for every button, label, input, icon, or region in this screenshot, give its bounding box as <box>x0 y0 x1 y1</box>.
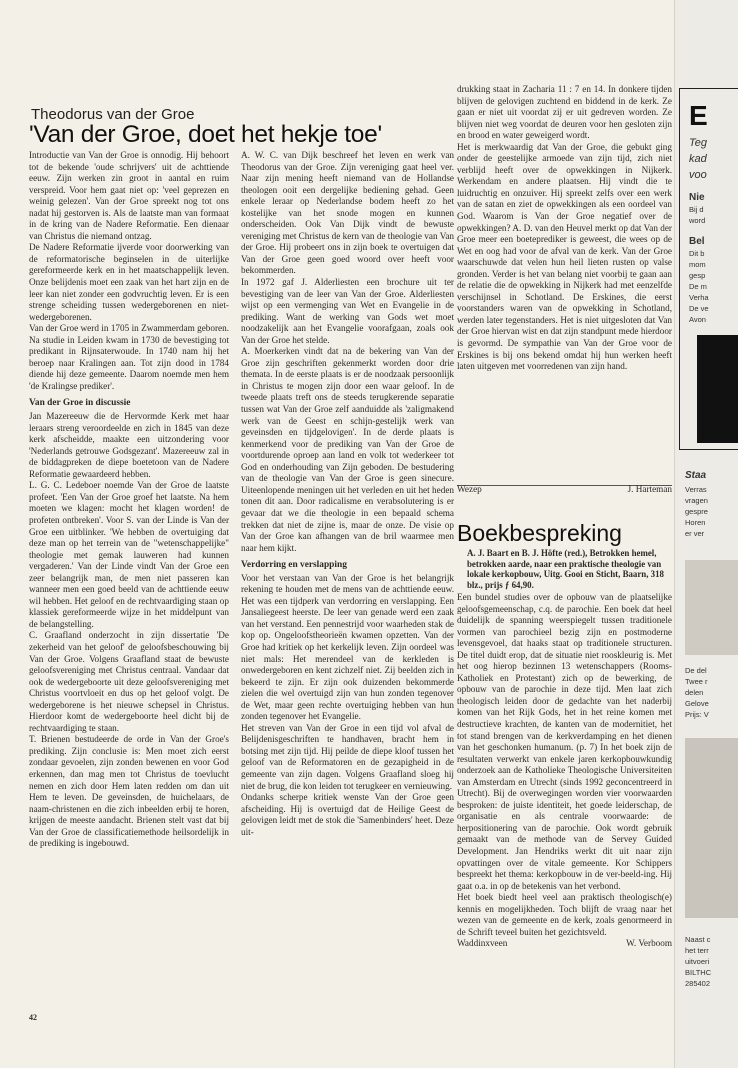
adjacent-lines: Naast c het terr uitvoeri BILTHC 285402 <box>685 935 712 988</box>
paragraph: C. Graafland onderzocht in zijn dissertatie 'De zekerheid van het geloof' de geloofsbeschouwing bij Van der Groe. Volgens Graafland staat de bewuste geloofsvereniging met Christus centraal. Vandaar dat ook de wedergeboorte uit deze geloofsvereniging met Christus voortvloeit en dus op het geloof volgt. De wedergeborene is het nieuwe schepsel in Christus. Hierdoor komt de wedergeboorte heel dicht bij de rechtvaardiging te staan. <box>29 630 229 733</box>
paragraph: Een bundel studies over de opbouw van de plaatselijke geloofsgemeenschap, c.q. de parochie. Een boek dat heel duidelijk de spanning weerspiegelt tussen traditionele vormen van parochieel bezig zijn en postmoderne levensgevoel, dat haaks staat op traditionele structuren. De titel duidt erop, dat de situatie niet rooskleurig is. Met het oog hierop bezinnen 13 wetenschappers (Rooms-Katholiek en Protestant) zich op de bewerking, de opbouw van de parochie in deze tijd. Men laat zich theologisch leiden door de gedachte van het naderbij komen van het Rijk Gods, het in het reine komen met destructieve krachten, de kanten van de modernitiet, het tot stand brengen van de kerkverdamping en het dienen van het geschonken humanum. (p. 7) In het boek zijn de resultaten verwerkt van enkele jaren kerkopbouwkundig onderzoek aan de Katholieke Theologische Universiteiten van Amsterdam en Utrecht (sinds 1992 geconcentreerd in Utrecht). Bij de overwegingen worden vier voorwaarden besproken: de juiste identiteit, het goede leiderschap, de organisatie en als centrale voorwaarde: de herpositionering van de parochie. Ook wordt gebruik gemaakt van de methode van de Servey Guided Development. Jan Hendriks werkt dit uit naar zijn opvattingen over de vitale gemeente. Kor Schippers bespreekt het thema: kerkopbouw in de ver-beeld-ing. Hij gaat o.a. in op de betekenis van het verbond. <box>457 592 672 891</box>
review-column <box>457 548 672 950</box>
paragraph: Het streven van Van der Groe in een tijd vol afval de Belijdenisgeschriften te handhaven, bracht hem in botsing met zijn tijd. Hij peilde de diepe kloof tussen het geloof van de Reformatoren en de gezapigheid in de gemeente van zijn dagen. Volgens Graafland sloeg hij niet de brug, die kon leiden tot terugkeer en vernieuwing. <box>241 722 454 791</box>
article-signature <box>457 484 672 494</box>
paragraph: Voor het verstaan van Van der Groe is het belangrijk rekening te houden met de mens van de achttiende eeuw. Het was een tijdperk van verdorring en verslapping. Een Jansaliegeest heerste. De leer van genade werd een zaak van het verstand. Een pennestrijd voor waarheden stak de kop op. Ongeloofstheorieën kwamen opzetten. Van der Groe had kritiek op het kerkelijk leven. Zijn oordeel was niet mals: Het merendeel van de kerkleden is onwedergeboren en kent zichzelf niet. Zij beelden zich in bekeerd te zijn. Er zijn ook duizenden bekommerde zielen die wel overtuigd zijn van hun zonden tegenover de Wet, maar geen rechte overtuiging hebben van hun zonden tegenover het Evangelie. <box>241 572 454 722</box>
paragraph: A. W. C. van Dijk beschreef het leven en werk van Theodorus van der Groe. Zijn vereniging gaat heel ver. Naar zijn mening heeft niemand van de Hollandse theologen ooit een dergelijke bediening gehad. Geen enkele leraar op Nederlandse bodem heeft zo het kostelijke van het snode mogen en kunnen onderscheiden. Ook Van Dijk vindt de bewuste vereniging met Christus de kern van de theologie van Van der Groe. Hij probeert ons in zijn boek te overtuigen dat Van der Groe geen goed woord over heeft voor bekommerden. <box>241 150 454 276</box>
signature-place: Wezep <box>457 484 482 494</box>
article-headline: 'Van der Groe, doet het hekje toe' <box>29 121 382 148</box>
signature-author: W. Verboom <box>626 938 672 949</box>
article-column-3 <box>457 84 672 373</box>
paragraph: De Nadere Reformatie ijverde voor doorwerking van de reformatorische beginselen in de uiterlijke gereformeerde kerk en in het maatschappelijk leven. Onze belijdenis moet een zaak van het hart zijn en de leer kan niet zonder een godvruchtig leven. Er is een strenge scheiding tussen wedergeborenen en niet-wedergeborenen. <box>29 242 229 322</box>
adjacent-lines: Teg kad voo <box>689 137 707 181</box>
review-bibliography: A. J. Baart en B. J. Höfte (red.), Betrokken hemel, betrokken aarde, naar een praktische theologie van lokale kerkopbouw, Uitg. Gooi en Sticht, Baarn, 318 blz., prijs ƒ 64,90. <box>467 548 664 590</box>
review-signature <box>457 938 672 950</box>
article-column-2 <box>241 150 454 838</box>
paragraph: Het is merkwaardig dat Van der Groe, die gebukt ging onder de geestelijke armoede van zijn tijd, zich niet verblijd heeft over de opwekkingen in Nijkerk. Werkendam en andere plaatsen. Hij vindt die te luidruchtig en onzuiver. Hij spreekt zelfs over een werk van de satan en ziet de opwekkingen als een oordeel van God. Waarom is Van der Groe negatief over de opwekkingen? A. D. van den Heuvel merkt op dat Van der Groe meer een boeteprediker is geweest, die wees op de Wet en oog had voor de afval van de kerk. Van der Groe waarschuwde dat velen hun heil lieten rusten op valse gronden. Verder is het van belang niet voorbij te gaan aan de relatie die de opwekking in Nijkerk had met eenzelfde verschijnsel in Schotland. De Erskines, die eerst voorstanders waren van de opwekking in Schotland, werden later tegenstanders. Het is niet uitgesloten dat Van der Groe hiervan wist en dat zijn standpunt mede hierdoor is gevormd. De sympathie van Van der Groe voor de Erskines is bij ons bekend omdat hij hun werken heeft laten uitgeven met voorredenen van zijn hand. <box>457 141 672 372</box>
paragraph: L. G. C. Ledeboer noemde Van der Groe de laatste profeet. 'Een Van der Groe groef het laatste. Na hem moeten we klagen: mocht het klagen worden! de profeten ontbreken'. Voor S. van der Linde is Van der Groe een uitblinker. 'We hebben de overtuiging dat deze man op het terrein van de "wetenschappelijke" theologie met gemak lauweren had kunnen vergaderen.' Van der Linde vindt Van der Groe een zeer belangrijk man, de men niet passeren kan wanneer men een goed beeld van de achttiende eeuw wil hebben. Het geloof en de rechtvaardiging staan op klassiek gereformeerde wijze in het middelpunt van de belangstelling. <box>29 480 229 629</box>
adjacent-heading: Nie <box>689 192 705 203</box>
adjacent-heading: Staa <box>685 470 707 481</box>
paragraph: In 1972 gaf J. Alderliesten een brochure uit ter bevestiging van de leer van Van der Groe. Alderliesten wijst op een vermenging van Wet en Evangelie in de prediking. Want de werking van Gods wet moet noodzakelijk aan het Evangelie voorafgaan, zoals ook Van der Groe het stelde. <box>241 277 454 345</box>
section-heading: Verdorring en verslapping <box>241 560 347 571</box>
review-title: Boekbespreking <box>457 520 622 546</box>
paragraph: Introductie van Van der Groe is onnodig. Hij behoort tot de bekende 'oude schrijvers' uit de achttiende eeuw. Zijn werken zin groot in aantal en ruim verspreid. Voor hem gaat niet op: 'veel geprezen en weinig gelezen'. Van der Groe spreekt nog tot ons nadat hij gestorven is. Als de laatste man van formaat in de kring van de Nadere Reformatie. Een dienaar van Christus die niemand ontzag. <box>29 150 229 241</box>
signature-place: Waddinxveen <box>457 938 508 949</box>
paragraph: Jan Mazereeuw die de Hervormde Kerk met haar leraars streng veroordeelde en zich in 1845 van deze kerk afscheidde, maakte een uitzondering voor 'Nederlands getrouwe Godsgezant'. Mazereeuw zal in de biddagpreken de diepe boetetoon van de Nadere Reformatie gewaardeerd hebben. <box>29 411 229 479</box>
paragraph: A. Moerkerken vindt dat na de bekering van Van der Groe zijn geschriften gekenmerkt worden door drie themata. In de eerste plaats is er de noodzaak persoonlijk in Christus te mogen zijn door een waar geloof. In de tweede plaats treft ons de steeds terugkerende separatie tussen wat Van der Groe zelf aanduidde als 'zaligmakend werk van de Geest en schijn-gestelijk werk van geveinsden en tijdgelovigen'. In de derde plaats is kenmerkend voor de prediking van Van der Groe de voortdurende oproep aan land en volk tot wederkeer tot God en onderhouding van Zijn geboden. De bestudering van de theologie van Van der Groe is geen sinecure. Uiteenlopende meningen uit het verleden en uit het heden tonen dit aan. Door radicalisme en verabsolutering is er gevaar dat we die theologie in een bepaald schema trekken dat niet de zijne is, maar de onze. De visie op Van der Groe kan afhangen van de bril waarmee men naar hem kijkt. <box>241 346 454 553</box>
signature-author: J. Harteman <box>627 484 672 494</box>
adjacent-lines: Verras vragen gespre Horen er ver <box>685 485 708 538</box>
adjacent-heading: Bel <box>689 236 705 247</box>
adjacent-photo <box>697 335 738 443</box>
adjacent-lines: Bij d word <box>689 205 706 225</box>
paragraph: drukking staat in Zacharia 11 : 7 en 14. In donkere tijden blijven de gelovigen zuchtend en biddend in de kerk. Ze gaan er niet uit voordat zij er uit gedreven worden. Ze blijven niet weg voordat de deuren voor hen gesloten zijn en brood en water geweigerd wordt. <box>457 84 672 141</box>
paragraph: T. Brienen bestudeerde de orde in Van der Groe's prediking. Zijn conclusie is: Men moet zich eerst zondaar gevoelen, zijn zonden bewenen en voor God erkennen, dan mag men tot Christus de toevlucht nemen en zich door Hem laten redden om dan uit Hem te leven. De geveinsden, de huichelaars, de naam-christenen en die zich inbeelden erbij te horen, krijgen de meeste aandacht. Brienen stelt vast dat bij Van der Groe de classificatiemethode heilsordelijk in de prediking is ingebouwd. <box>29 734 229 849</box>
adjacent-page-fragment <box>674 0 738 1068</box>
page-number: 42 <box>29 1013 37 1022</box>
article-column-1 <box>29 150 229 850</box>
adjacent-photo <box>685 738 738 918</box>
section-heading: Van der Groe in discussie <box>29 398 131 409</box>
paragraph: Ondanks scherpe kritiek wenste Van der Groe geen afscheiding. Hij is overtuigd dat de Heilige Geest de gelovigen leidt met de stok die 'Samenbinders' heet. Deze uit- <box>241 792 454 837</box>
paragraph: Het boek biedt heel veel aan praktisch theologisch(e) kennis en mogelijkheden. Toch blijft de vraag naar het wezen van de gemeente en de kerk, zoals genormeerd in de Schrift teveel buiten het gezichtsveld. <box>457 892 672 937</box>
adjacent-lines: Dit b mom gesp De m Verha De ve Avon <box>689 249 709 324</box>
article-kicker: Theodorus van der Groe <box>31 106 195 123</box>
adjacent-title: E <box>689 100 708 131</box>
adjacent-photo <box>685 560 738 655</box>
adjacent-lines: De del Twee r delen Gelove Prijs: V <box>685 666 709 719</box>
paragraph: Van der Groe werd in 1705 in Zwammerdam geboren. Na studie in Leiden kwam in 1730 de bevestiging tot predikant in Rijnsaterwoude. In 1740 nam hij het beroep naar Kralingen aan. Tot zijn dood in 1784 diende hij deze gemeente. Daarom noemde men hem 'de Kralingse prediker'. <box>29 323 229 391</box>
